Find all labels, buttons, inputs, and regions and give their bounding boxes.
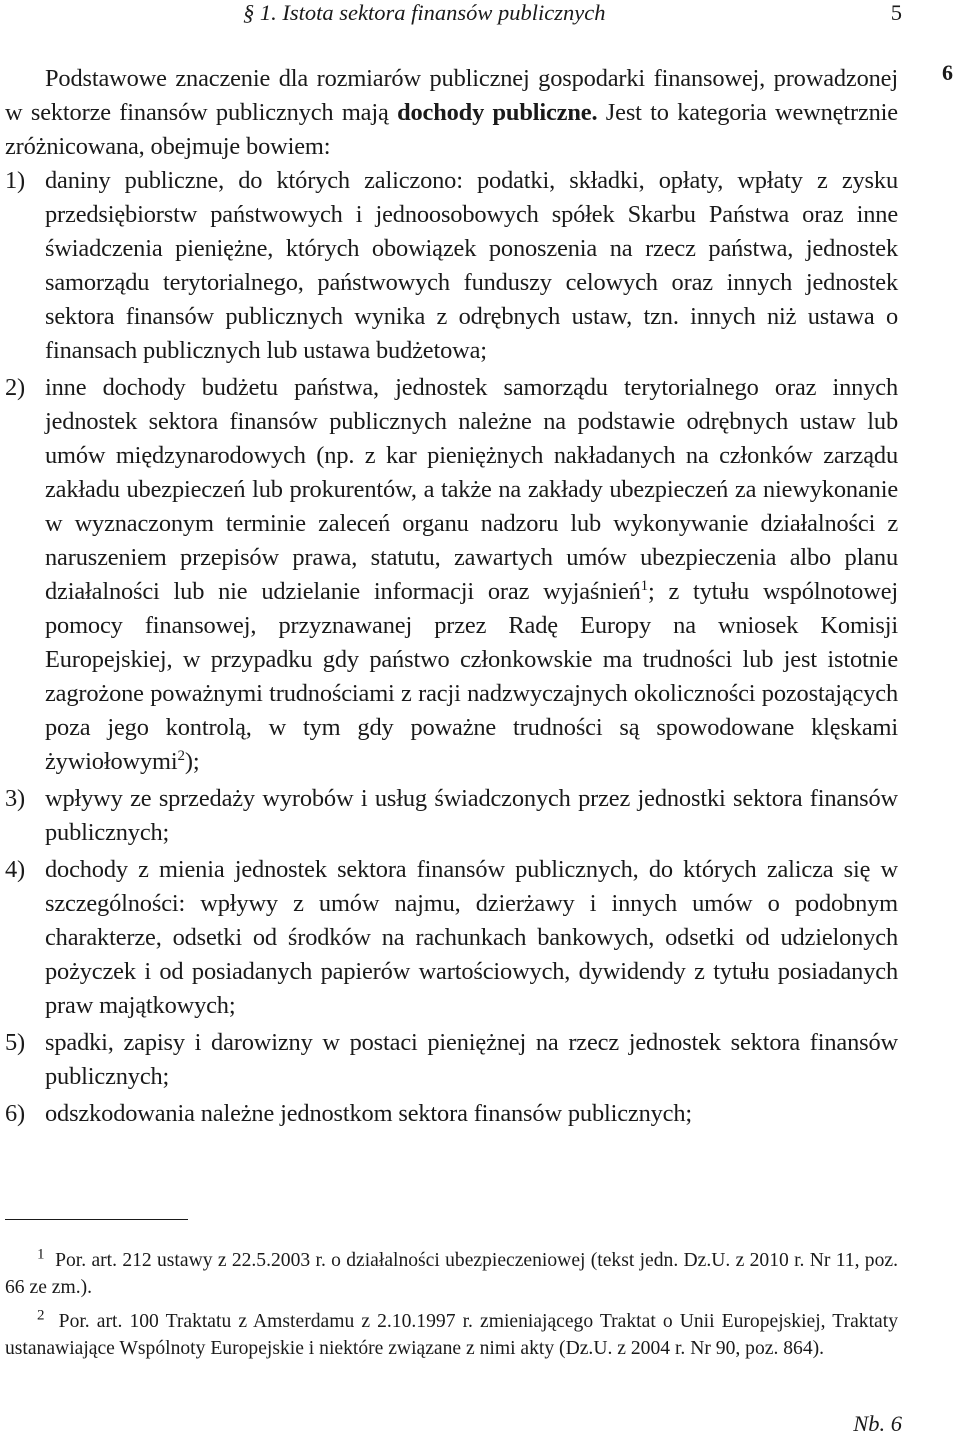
list-item-text: inne dochody budżetu państwa, jednostek samorządu terytorialnego oraz innych jednostek sektora finansów publicznych należne na podstawie odrębnych ustaw lub umów międzynarodowych (np. z kar pieniężnych nakładanych na członków zarządu zakładu ubezpieczeń lub prokurentów, a także na zakłady ubezpieczeń za niewykonanie w wyznaczonym terminie zaleceń organu nadzoru lub wykonywanie działalności z naruszeniem przepisów prawa, statutu, zawartych umów ubezpieczenia albo planu działalności lub nie udzielanie informacji oraz wyjaśnień bbox=[45, 374, 898, 605]
footnote-text: Por. art. 212 ustawy z 22.5.2003 r. o działalności ubezpieczeniowej (tekst jedn. Dz.U. z 2010 r. Nr 11, poz. 66 ze zm.). bbox=[5, 1250, 898, 1298]
list-item bbox=[5, 371, 898, 779]
footnote bbox=[5, 1247, 898, 1301]
footnote-text: Por. art. 100 Traktatu z Amsterdamu z 2.10.1997 r. zmieniającego Traktat o Unii Europejskiej, Traktaty ustanawiające Wspólnoty Europejskie i niektóre związane z nimi akty (Dz.U. z 2004 r. Nr 90, poz. 864). bbox=[5, 1311, 898, 1359]
footnote-mark: 1 bbox=[37, 1246, 45, 1263]
list-item-number: 3) bbox=[5, 785, 26, 812]
footnote bbox=[5, 1308, 898, 1362]
list-item-number: 1) bbox=[5, 167, 26, 194]
list-item-text: daniny publiczne, do których zaliczono: podatki, składki, opłaty, wpłaty z zysku przedsiębiorstw państwowych i jednoosobowych spółek Skarbu Państwa oraz inne świadczenia pieniężne, których obowiązek ponoszenia na rzecz państwa, jednostek samorządu terytorialnego, państwowych funduszy celowych oraz innych jednostek sektora finansów publicznych wynika z odrębnych ustaw, tzn. innych niż ustawa o finansach publicznych lub ustawa budżetowa; bbox=[45, 167, 898, 364]
footnote-reference[interactable]: 2 bbox=[177, 747, 185, 764]
list-item-number: 5) bbox=[5, 1029, 26, 1056]
footnote-mark: 2 bbox=[37, 1307, 45, 1324]
list-item-text: wpływy ze sprzedaży wyrobów i usług świadczonych przez jednostki sektora finansów publicznych; bbox=[45, 785, 898, 846]
main-text bbox=[5, 62, 898, 1131]
intro-text-end: Jest to kategoria wewnętrznie zróżnicowana, obejmuje bowiem: bbox=[5, 99, 898, 160]
intro-paragraph bbox=[5, 62, 898, 164]
list-item bbox=[5, 1097, 898, 1131]
margin-number: 6 bbox=[942, 60, 953, 85]
list-item bbox=[5, 164, 898, 368]
list-item-text: spadki, zapisy i darowizny w postaci pieniężnej na rzecz jednostek sektora finansów publicznych; bbox=[45, 1029, 898, 1090]
revenue-list bbox=[5, 164, 898, 1131]
footnotes bbox=[5, 1247, 898, 1362]
list-item-number: 2) bbox=[5, 374, 26, 401]
marginal-number-label: Nb. 6 bbox=[853, 1411, 902, 1436]
list-item-number: 4) bbox=[5, 856, 26, 883]
list-item-text-continued: ; z tytułu wspólnotowej pomocy finansowej, przyznawanej przez Radę Europy na wniosek Komisji Europejskiej, w przypadku gdy państwo członkowskie ma trudności lub jest istotnie zagrożone poważnymi trudnościami z racji nadzwyczajnych okoliczności pozostających poza jego kontrolą, w tym gdy poważne trudności są spowodowane klęskami żywiołowymi bbox=[45, 578, 898, 775]
intro-text: Podstawowe znaczenie dla rozmiarów publicznej gospodarki finansowej, prowadzonej w sektorze finansów publicznych mają bbox=[5, 65, 898, 126]
page-number: 5 bbox=[890, 0, 902, 25]
page-header bbox=[0, 0, 960, 30]
footnote-divider bbox=[5, 1219, 188, 1220]
list-item bbox=[5, 782, 898, 850]
list-item-text-end: ); bbox=[184, 748, 200, 775]
list-item-text: odszkodowania należne jednostkom sektora finansów publicznych; bbox=[45, 1100, 693, 1127]
list-item-number: 6) bbox=[5, 1100, 26, 1127]
list-item-text: dochody z mienia jednostek sektora finansów publicznych, do których zalicza się w szczególności: wpływy z umów najmu, dzierżawy i innych umów o podobnym charakterze, odsetki od środków na rachunkach bankowych, odsetki od udzielonych pożyczek i od posiadanych papierów wartościowych, dywidendy z tytułu posiadanych praw majątkowych; bbox=[45, 856, 898, 1019]
running-head-section-title: § 1. Istota sektora finansów publicznych bbox=[243, 0, 606, 25]
footnote-reference[interactable]: 1 bbox=[640, 577, 649, 594]
list-item bbox=[5, 1026, 898, 1094]
intro-bold-term: dochody publiczne. bbox=[397, 99, 598, 126]
list-item bbox=[5, 853, 898, 1023]
